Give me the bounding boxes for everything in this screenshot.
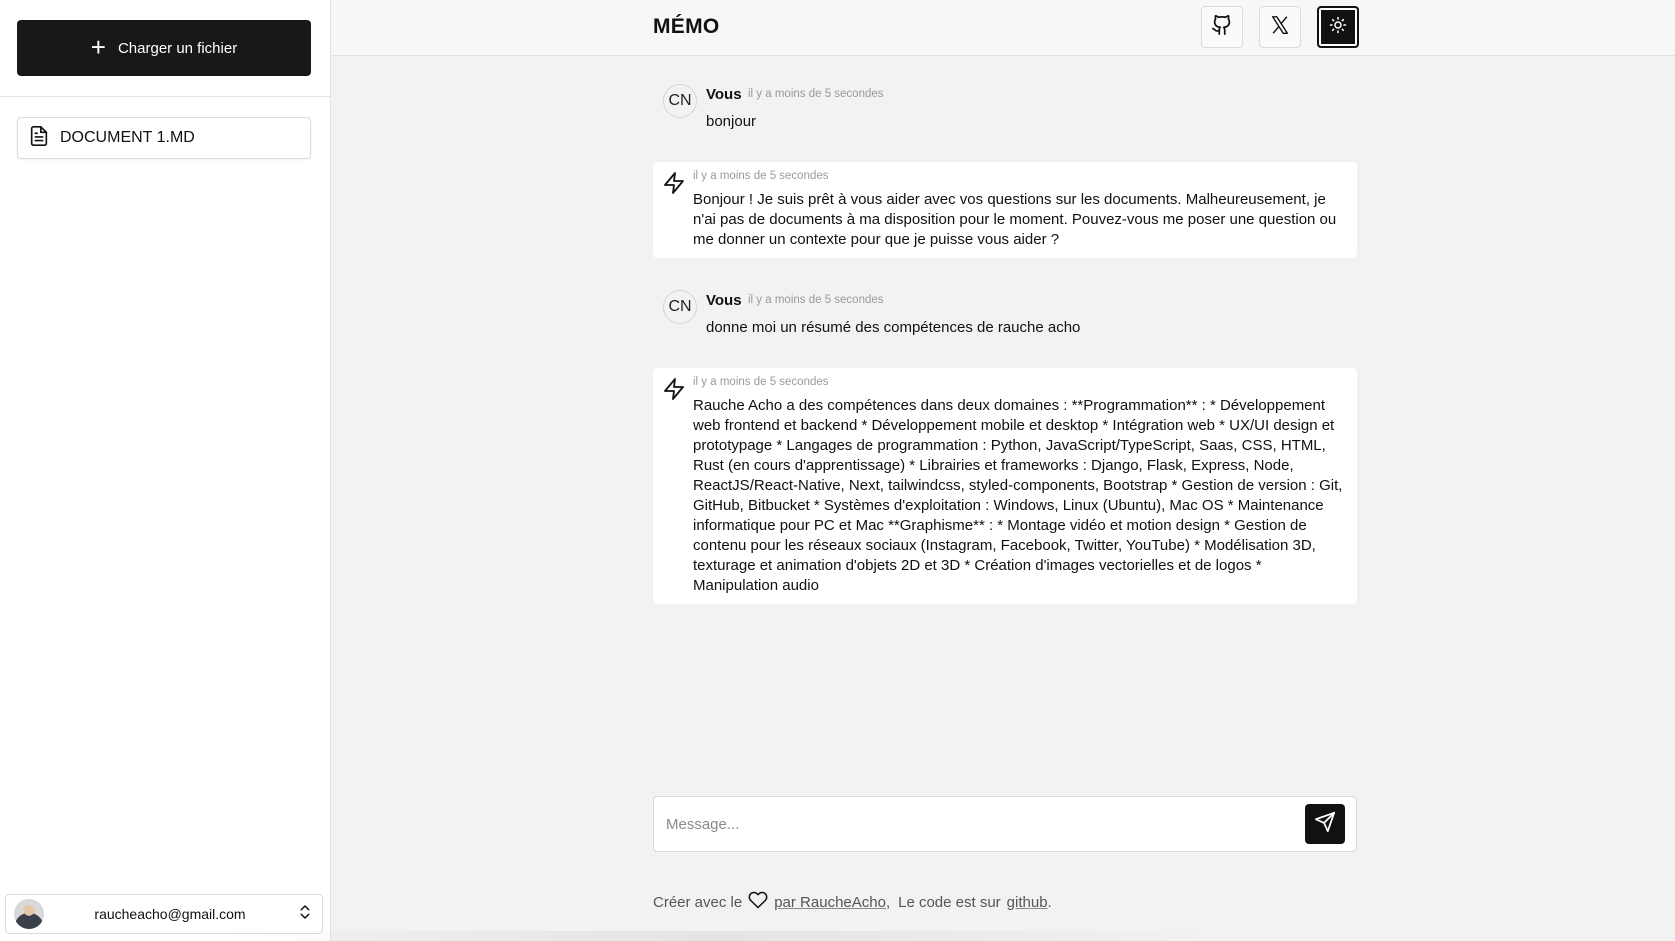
message-time: il y a moins de 5 secondes: [693, 170, 829, 182]
chat-thread: [653, 80, 1357, 632]
account-email: raucheacho@gmail.com: [94, 906, 246, 922]
account-switcher[interactable]: [5, 894, 323, 934]
x-button[interactable]: [1259, 6, 1301, 48]
message-text: Bonjour ! Je suis prêt à vous aider avec vos questions sur les documents. Malheureusement, je n'ai pas de documents à ma disposition pour le moment. Pouvez-vous me poser une question ou me donner un contexte pour que je puisse vous aider ?: [693, 191, 1337, 248]
plus-icon: +: [90, 32, 106, 62]
x-logo-icon: [1269, 14, 1291, 41]
chevrons-up-down-icon: [296, 901, 314, 928]
user-avatar: CN: [663, 84, 697, 118]
author-link[interactable]: par RaucheAcho,: [774, 893, 891, 911]
message-text: bonjour: [706, 113, 757, 130]
message-composer: [653, 796, 1357, 852]
top-header: [332, 0, 1675, 56]
document-name: DOCUMENT 1.MD: [60, 129, 195, 146]
message-input[interactable]: [666, 805, 1286, 843]
theme-toggle-button[interactable]: [1317, 6, 1359, 48]
user-avatar: CN: [663, 290, 697, 324]
footer-prefix: Créer avec le: [653, 893, 743, 911]
message-author: Vous: [706, 86, 742, 103]
message-time: il y a moins de 5 secondes: [748, 88, 884, 100]
heart-icon: [748, 890, 768, 914]
sidebar-divider: [0, 96, 331, 97]
message-text: donne moi un résumé des compétences de rauche acho: [706, 319, 1081, 336]
bottom-shadow: [210, 931, 1220, 941]
message-author: Vous: [706, 292, 742, 309]
github-icon: [1211, 14, 1233, 41]
assistant-message: [653, 162, 1357, 258]
upload-file-label: Charger un fichier: [117, 39, 238, 57]
user-message: [653, 80, 1357, 156]
app-logo: MÉMO: [653, 15, 720, 38]
avatar: [14, 899, 44, 929]
message-time: il y a moins de 5 secondes: [748, 294, 884, 306]
message-time: il y a moins de 5 secondes: [693, 376, 829, 388]
sun-icon: [1329, 16, 1347, 39]
footer-suffix: .: [1047, 893, 1052, 911]
github-link[interactable]: github: [1006, 893, 1048, 911]
assistant-message: [653, 368, 1357, 604]
upload-file-button[interactable]: [17, 20, 311, 76]
document-item[interactable]: [17, 117, 311, 159]
user-message: [653, 286, 1357, 362]
footer-code-text: Le code est sur: [898, 893, 1001, 911]
send-button[interactable]: [1305, 804, 1345, 844]
send-icon: [1314, 811, 1336, 838]
footer: [653, 890, 1052, 914]
sidebar: [0, 0, 331, 941]
github-button[interactable]: [1201, 6, 1243, 48]
file-text-icon: [28, 125, 50, 152]
message-text: Rauche Acho a des compétences dans deux domaines : **Programmation** : * Développement web frontend et backend * Développement mobile et desktop * Intégration web * UX/UI design et prototypage * Langages de programmation : Python, JavaScript/TypeScript, Saas, CSS, HTML, Rust (en cours d'apprentissage) * Librairies et frameworks : Django, Flask, Express, Node, ReactJS/React-Native, Next, tailwindcss, styled-components, Bootstrap * Gestion de version : Git, GitHub, Bitbucket * Systèmes d'exploitation : Windows, Linux (Ubuntu), Mac OS * Maintenance informatique pour PC et Mac **Graphisme** : * Montage vidéo et motion design * Gestion de contenu pour les réseaux sociaux (Instagram, Facebook, Twitter, YouTube) * Modélisation 3D, texturage et animation d'objets 2D et 3D * Création d'images vectorielles et de logos * Manipulation audio: [693, 397, 1343, 594]
